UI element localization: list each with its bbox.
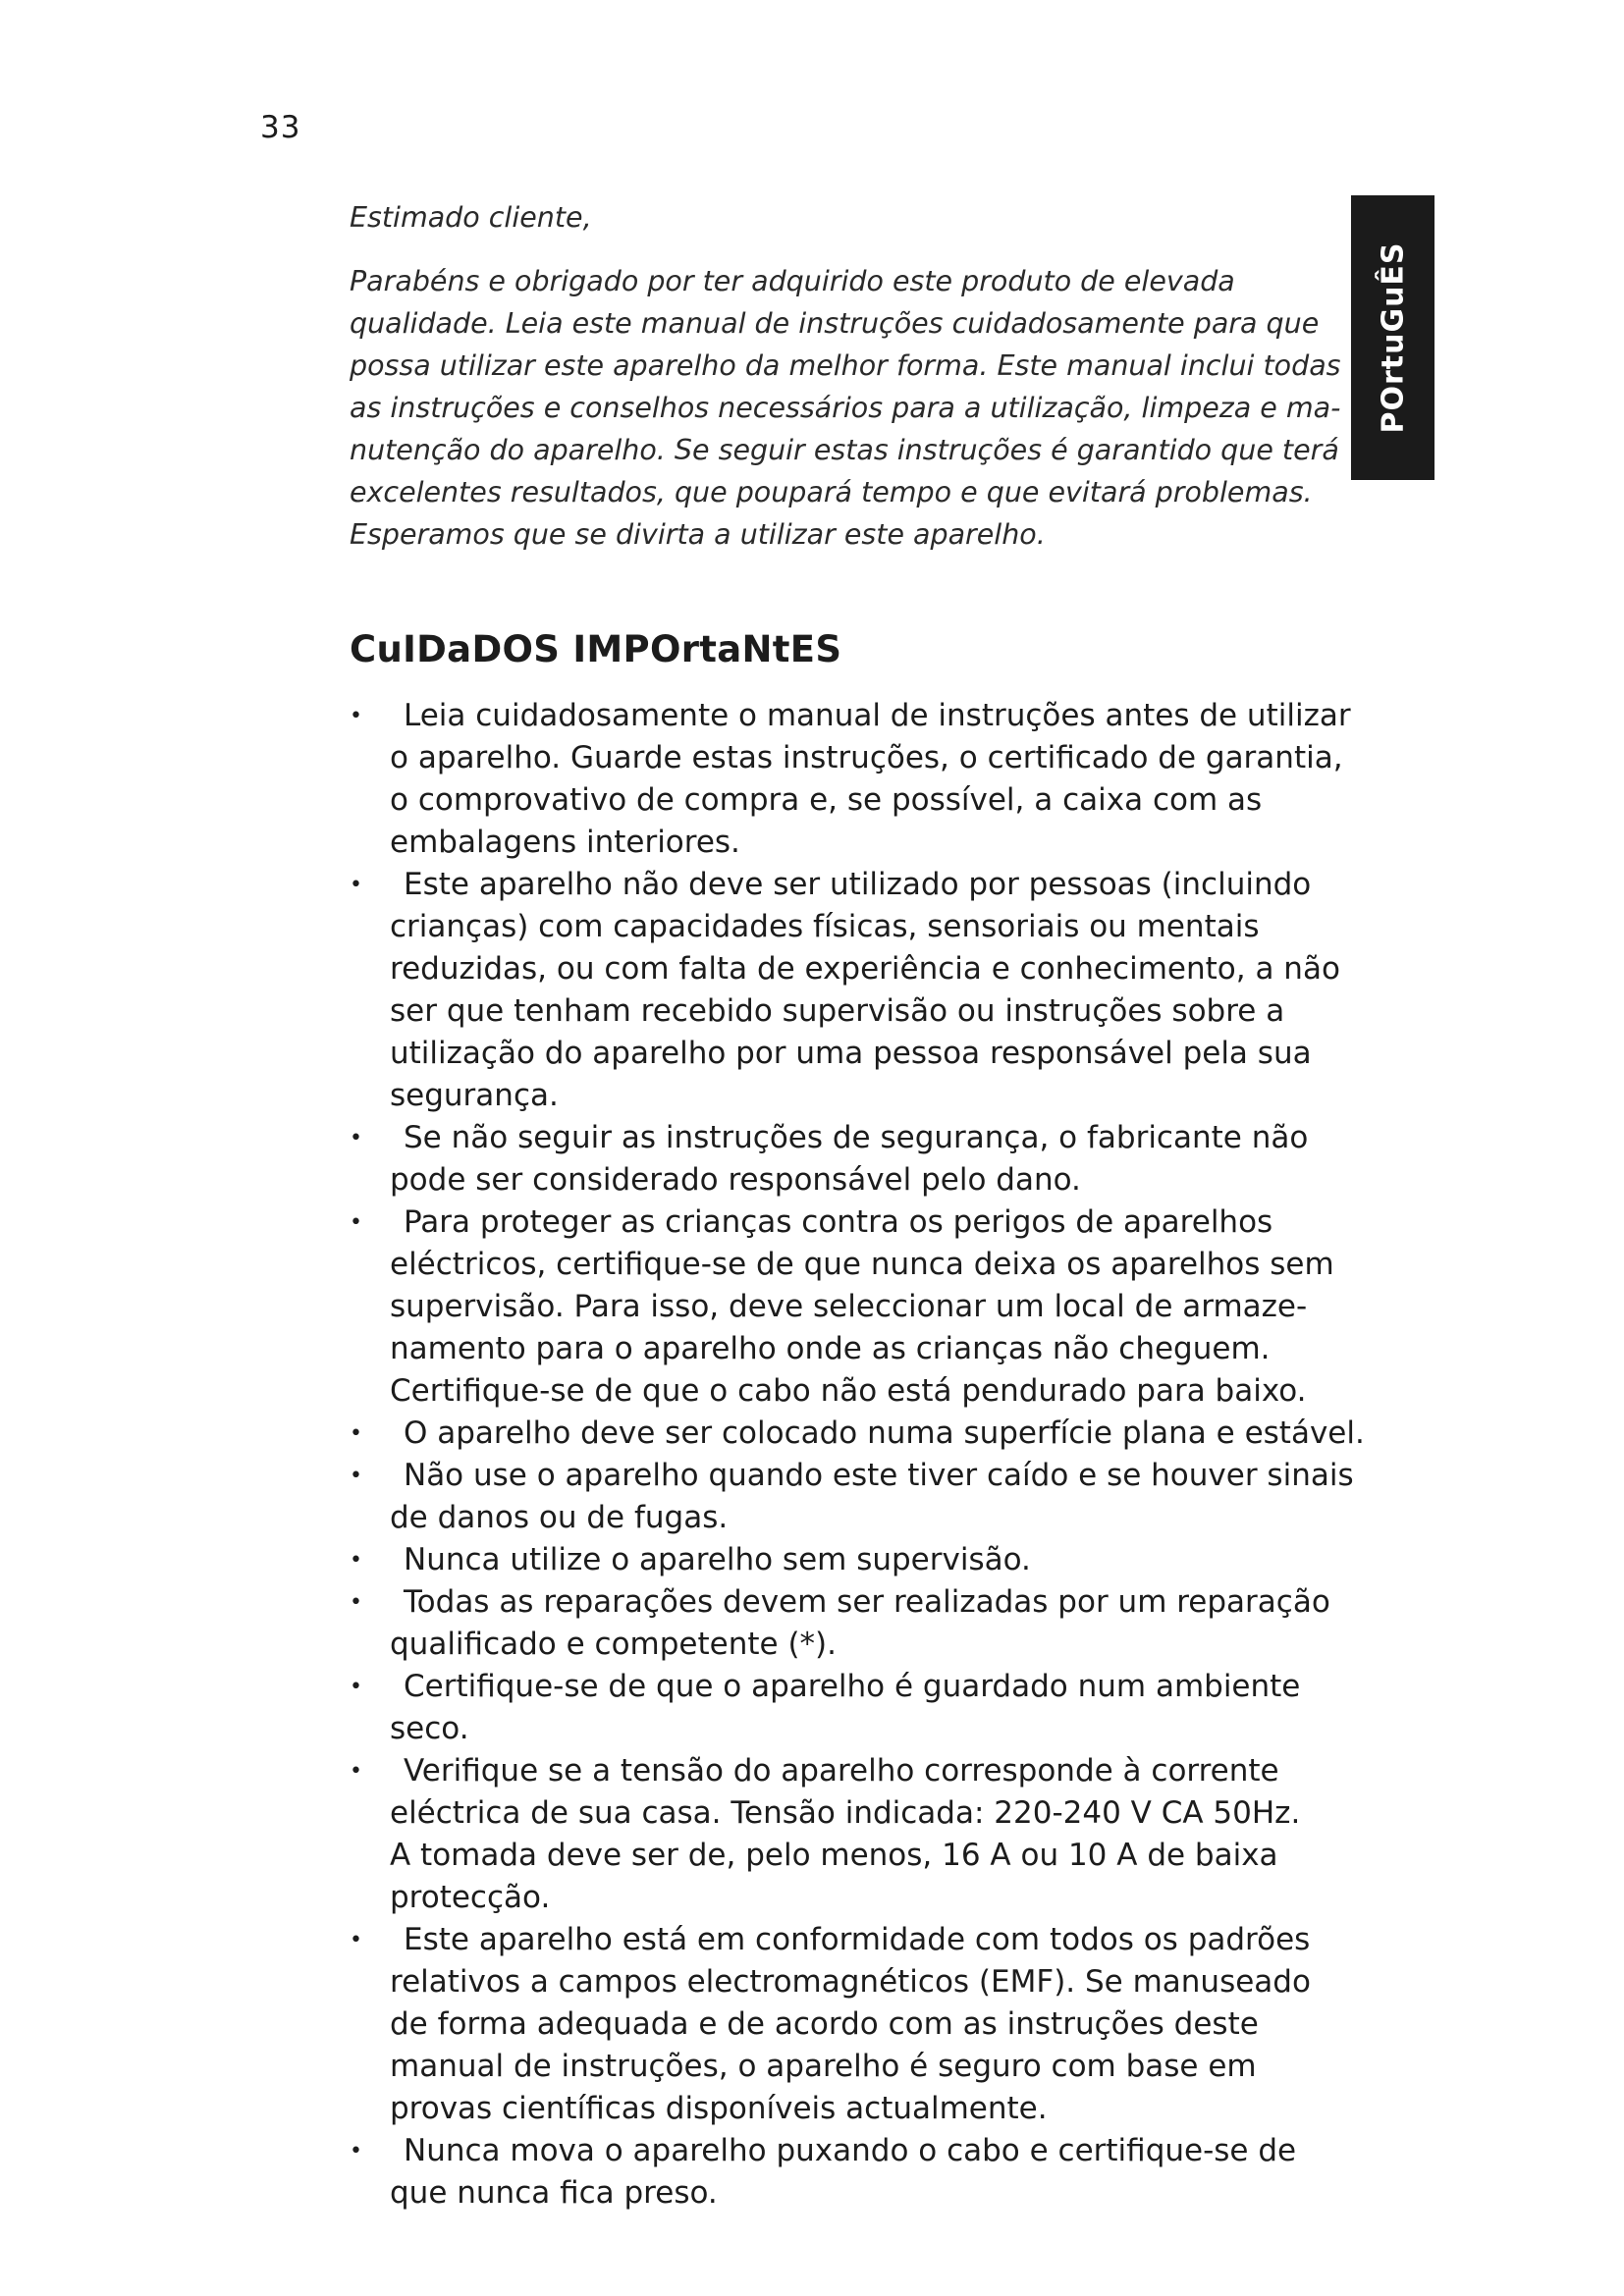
bullet-line: • Certifique-se de que o aparelho é guardado num ambiente	[404, 1669, 1301, 1704]
bullet-line: seco.	[390, 1711, 469, 1746]
intro-line: possa utilizar este aparelho da melhor forma. Este manual inclui todas	[350, 349, 1341, 382]
bullet-item	[350, 1666, 1331, 1750]
bullet-line: Certifique-se de que o cabo não está pendurado para baixo.	[390, 1373, 1307, 1409]
bullet-line: crianças) com capacidades físicas, sensoriais ou mentais	[390, 909, 1260, 944]
bullet-line: • Nunca mova o aparelho puxando o cabo e certifique-se de	[404, 2133, 1297, 2168]
bullet-item	[350, 695, 1351, 864]
intro-paragraph	[350, 196, 1341, 556]
bullet-line: embalagens interiores.	[390, 825, 740, 860]
bullet-line: • Para proteger as crianças contra os perigos de aparelhos	[404, 1204, 1273, 1240]
bullet-line: o comprovativo de compra e, se possível, a caixa com as	[390, 782, 1263, 818]
intro-line: as instruções e conselhos necessários para a utilização, limpeza e ma-	[350, 392, 1341, 424]
bullet-item	[350, 1919, 1331, 2130]
bullet-item	[350, 1413, 1365, 1455]
bullet-item	[350, 2130, 1331, 2215]
intro-line: Esperamos que se divirta a utilizar este aparelho.	[350, 518, 1046, 551]
bullet-line: ser que tenham recebido supervisão ou instruções sobre a	[390, 993, 1285, 1029]
intro-line: Parabéns e obrigado por ter adquirido este produto de elevada	[350, 265, 1235, 297]
bullet-line: namento para o aparelho onde as crianças não cheguem.	[390, 1331, 1271, 1366]
section-title: CuIDaDOS IMPOrtaNtES	[350, 628, 842, 670]
intro-line: qualidade. Leia este manual de instruções cuidadosamente para que	[350, 307, 1320, 340]
bullet-item	[350, 1117, 1331, 1201]
bullet-line: eléctricos, certifique-se de que nunca deixa os aparelhos sem	[390, 1247, 1334, 1282]
intro-body	[350, 260, 1341, 556]
bullet-line: • Se não seguir as instruções de segurança, o fabricante não	[404, 1120, 1309, 1155]
bullet-line: provas científicas disponíveis actualmente.	[390, 2091, 1048, 2126]
bullet-item	[350, 1455, 1354, 1539]
greeting: Estimado cliente,	[350, 201, 592, 234]
bullet-line: reduzidas, ou com falta de experiência e conhecimento, a não	[390, 951, 1340, 987]
bullet-line: • O aparelho deve ser colocado numa superfície plana e estável.	[404, 1415, 1365, 1451]
safety-bullet-list	[350, 695, 1365, 2215]
bullet-item	[350, 1539, 1331, 1581]
bullet-line: • Não use o aparelho quando este tiver caído e se houver sinais	[404, 1458, 1354, 1493]
language-tab-label: POrtuGuÊS	[1376, 241, 1410, 434]
bullet-line: protecção.	[390, 1880, 551, 1915]
bullet-line: qualificado e competente (*).	[390, 1627, 837, 1662]
bullet-line: • Verifique se a tensão do aparelho corresponde à corrente	[404, 1753, 1279, 1789]
bullet-item	[350, 1581, 1331, 1666]
bullet-item	[350, 1201, 1334, 1413]
bullet-line: relativos a campos electromagnéticos (EMF). Se manuseado	[390, 1964, 1311, 2000]
bullet-line: • Este aparelho está em conformidade com todos os padrões	[404, 1922, 1311, 1957]
bullet-line: segurança.	[390, 1078, 559, 1113]
intro-line: nutenção do aparelho. Se seguir estas instruções é garantido que terá	[350, 434, 1339, 466]
bullet-line: supervisão. Para isso, deve seleccionar um local de armaze-	[390, 1289, 1308, 1324]
bullet-line: • Todas as reparações devem ser realizadas por um reparação	[404, 1584, 1330, 1620]
bullet-line: manual de instruções, o aparelho é seguro com base em	[390, 2049, 1257, 2084]
bullet-item	[350, 864, 1340, 1117]
bullet-line: de danos ou de fugas.	[390, 1500, 729, 1535]
bullet-line: utilização do aparelho por uma pessoa responsável pela sua	[390, 1036, 1312, 1071]
bullet-line: que nunca fica preso.	[390, 2175, 718, 2211]
bullet-line: • Este aparelho não deve ser utilizado por pessoas (incluindo	[404, 867, 1312, 902]
bullet-line: de forma adequada e de acordo com as instruções deste	[390, 2006, 1259, 2042]
page-number: 33	[260, 110, 301, 145]
bullet-line: o aparelho. Guarde estas instruções, o certificado de garantia,	[390, 740, 1343, 775]
bullet-line: A tomada deve ser de, pelo menos, 16 A ou 10 A de baixa	[390, 1838, 1278, 1873]
bullet-line: • Nunca utilize o aparelho sem supervisão.	[404, 1542, 1031, 1577]
bullet-line: eléctrica de sua casa. Tensão indicada: 220-240 V CA 50Hz.	[390, 1795, 1301, 1831]
intro-line: excelentes resultados, que poupará tempo e que evitará problemas.	[350, 476, 1313, 508]
bullet-line: • Leia cuidadosamente o manual de instruções antes de utilizar	[404, 698, 1351, 733]
language-tab	[1351, 195, 1435, 480]
bullet-item	[350, 1750, 1331, 1919]
bullet-line: pode ser considerado responsável pelo dano.	[390, 1162, 1081, 1198]
